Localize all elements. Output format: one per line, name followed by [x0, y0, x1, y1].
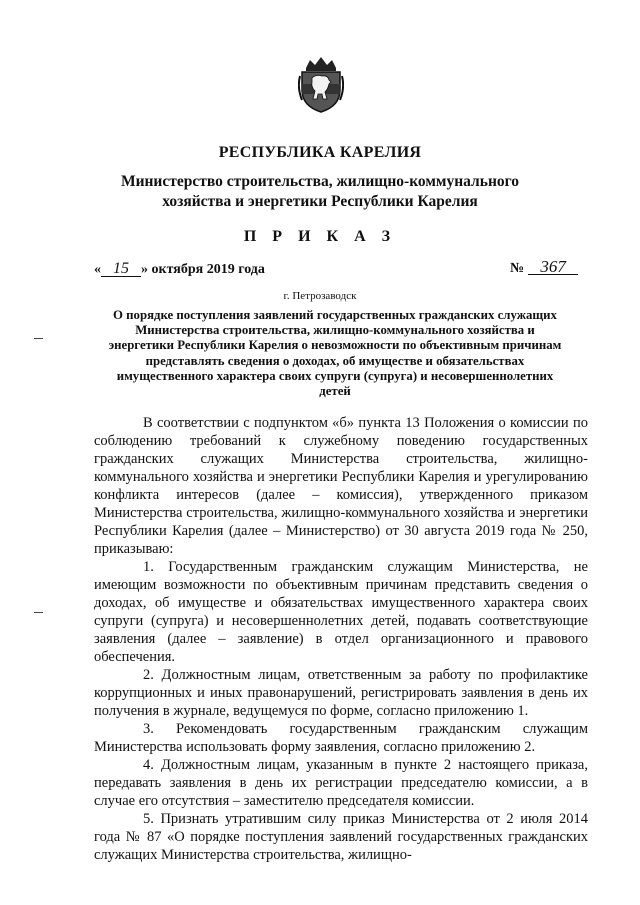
- number-prefix: №: [510, 261, 525, 276]
- republic-name: РЕСПУБЛИКА КАРЕЛИЯ: [218, 144, 422, 161]
- paragraph-3: 3. Рекомендовать государственным гражданским служащим Министерства использовать форму заявления, согласно приложению 2.: [94, 721, 588, 755]
- paragraph-1: 1. Государственным гражданским служащим Министерства, не имеющим возможности по объективным причинам представить сведения о доходах, об имуществе и обязательствах имущественного характера своих супруги (супруга) и несовершеннолетних детей, подавать соответствующие заявления (далее – заявление) в отдел организационного и правового обеспечения.: [94, 559, 588, 665]
- document-body: [94, 414, 588, 864]
- city: г. Петрозаводск: [283, 290, 357, 302]
- document-type: П Р И К А З: [243, 228, 397, 245]
- number-value: 367: [528, 260, 578, 275]
- paragraph-intro: В соответствии с подпунктом «б» пункта 13 Положения о комиссии по соблюдению требований к служебному поведению государственных гражданских служащих Министерства строительства, жилищно-коммунального хозяйства и энергетики Республики Карелия и урегулированию конфликта интересов (далее – комиссия), утвержденного приказом Министерства строительства, жилищно-коммунального хозяйства и энергетики Республики Карелия (далее – Министерство) от 30 августа 2019 года № 250, приказываю:: [94, 415, 588, 557]
- scan-mark: [34, 612, 43, 613]
- date-day: 15: [101, 262, 141, 277]
- scan-mark: [34, 338, 43, 339]
- ministry-name: Министерство строительства, жилищно-коммунального хозяйства и энергетики Республики Карелия: [120, 173, 520, 210]
- date-open-quote: «: [94, 262, 101, 277]
- document-date: [94, 262, 265, 278]
- paragraph-2: 2. Должностным лицам, ответственным за работу по профилактике коррупционных и иных правонарушений, регистрировать заявления в день их получения в журнале, ведущемуся по форме, согласно приложению 1.: [94, 667, 588, 719]
- document-number: [510, 257, 578, 277]
- document-title: О порядке поступления заявлений государственных гражданских служащих Министерства строительства, жилищно-коммунального хозяйства и энергетики Республики Карелия о невозможности по объективным причинам представлять сведения о доходах, об имуществе и обязательствах имущественного характера своих супруги (супруга) и несовершеннолетних детей: [108, 308, 562, 399]
- karelia-coat-of-arms-icon: [298, 54, 344, 114]
- paragraph-5: 5. Признать утратившим силу приказ Министерства от 2 июля 2014 года № 87 «О порядке поступления заявлений государственных гражданских служащих Министерства строительства, жилищно-: [94, 811, 588, 863]
- paragraph-4: 4. Должностным лицам, указанным в пункте 2 настоящего приказа, передавать заявления в день их регистрации председателю комиссии, а в случае его отсутствия – заместителю председателя комиссии.: [94, 757, 588, 809]
- date-rest: » октября 2019 года: [141, 262, 265, 277]
